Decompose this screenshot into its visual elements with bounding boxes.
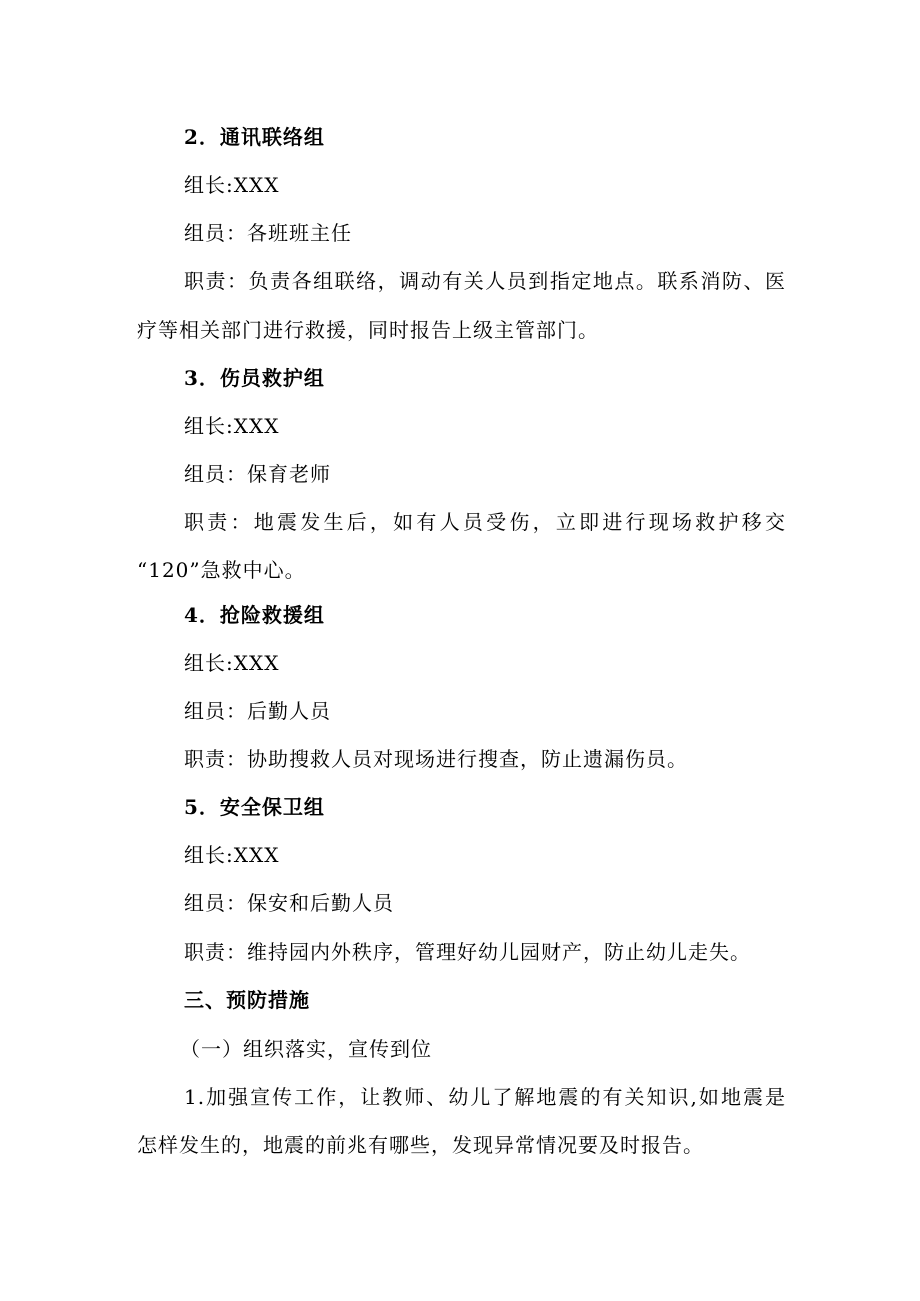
section-heading-emergency-rescue: 4．抢险救援组	[184, 603, 325, 627]
paragraph-line: 1.加强宣传工作，让教师、幼儿了解地震的有关知识,如地震是	[184, 1085, 786, 1109]
group-leader-line: 组长:XXX	[184, 173, 280, 197]
section-heading-communication: 2．通讯联络组	[184, 125, 325, 149]
section-heading-rescue-care: 3．伤员救护组	[184, 366, 325, 390]
group-members-line: 组员：各班班主任	[184, 221, 352, 245]
responsibility-line: 职责：协助搜救人员对现场进行搜查，防止遗漏伤员。	[184, 747, 688, 771]
chapter-heading-prevention: 三、预防措施	[184, 988, 310, 1012]
responsibility-line: 职责：负责各组联络，调动有关人员到指定地点。联系消防、医	[184, 269, 786, 293]
group-leader-line: 组长:XXX	[184, 651, 280, 675]
group-members-line: 组员：保育老师	[184, 462, 331, 486]
responsibility-continuation: 疗等相关部门进行救援，同时报告上级主管部门。	[137, 318, 599, 342]
responsibility-continuation: “120”急救中心。	[137, 558, 306, 582]
group-leader-line: 组长:XXX	[184, 843, 280, 867]
group-leader-line: 组长:XXX	[184, 414, 280, 438]
section-heading-security: 5．安全保卫组	[184, 795, 325, 819]
paragraph-continuation: 怎样发生的，地震的前兆有哪些，发现异常情况要及时报告。	[137, 1133, 704, 1157]
subsection-heading: （一）组织落实，宣传到位	[180, 1037, 432, 1061]
responsibility-line: 职责：维持园内外秩序，管理好幼儿园财产，防止幼儿走失。	[184, 940, 751, 964]
group-members-line: 组员：保安和后勤人员	[184, 891, 394, 915]
group-members-line: 组员：后勤人员	[184, 699, 331, 723]
responsibility-line: 职责：地震发生后，如有人员受伤，立即进行现场救护移交	[184, 510, 786, 534]
